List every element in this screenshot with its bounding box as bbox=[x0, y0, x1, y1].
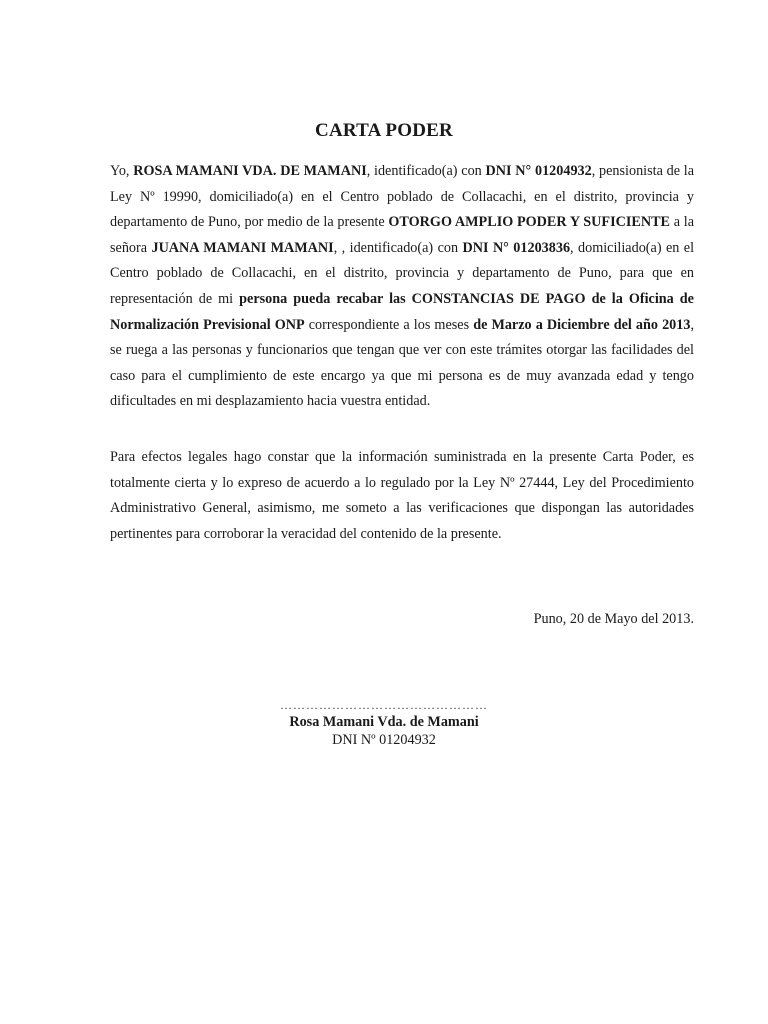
paragraph-grant-of-power bbox=[110, 159, 694, 415]
grantee-dni: DNI N° 01203836 bbox=[462, 239, 571, 256]
text-segment: , pensionista de la Ley Nº 19990, domiciliado(a) en el Centro poblado de Collacachi, en el distrito, provincia y departamento de Puno, por medio de la presente bbox=[110, 163, 695, 231]
paragraph-legal-declaration: Para efectos legales hago constar que la información suministrada en la presente Carta Poder, es totalmente cierta y lo expreso de acuerdo a lo regulado por la Ley Nº 27444, Ley del Procedimiento Administrativo General, asimismo, me someto a las verificaciones que dispongan las autoridades pertinentes para corroborar la veracidad del contenido de la presente. bbox=[110, 449, 694, 542]
text-segment: , , identificado(a) con bbox=[333, 239, 463, 256]
text-segment: a la señora bbox=[110, 214, 694, 256]
signatory-dni: DNI Nº 01204932 bbox=[332, 732, 436, 748]
signatory-name: Rosa Mamani Vda. de Mamani bbox=[289, 714, 479, 730]
text-segment: , domiciliado(a) en el Centro poblado de Collacachi, en el distrito, provincia y departamento de Puno, para que en representación de mi bbox=[110, 239, 695, 307]
grantor-dni: DNI N° 01204932 bbox=[485, 163, 592, 179]
text-segment: correspondiente a los meses bbox=[304, 316, 474, 333]
grantor-name: ROSA MAMANI VDA. DE MAMANI bbox=[133, 163, 367, 179]
grantee-name: JUANA MAMANI MAMANI bbox=[151, 239, 334, 256]
text-segment: , se ruega a las personas y funcionarios que tengan que ver con este trámites otorgar las facilidades del caso para el cumplimiento de este encargo ya que mi persona es de muy avanzada edad y tengo dificultades en mi desplazamiento hacia vuestra entidad. bbox=[110, 316, 694, 410]
document-title: CARTA PODER bbox=[315, 120, 453, 141]
text-segment: Yo, bbox=[110, 163, 134, 179]
text-segment: , identificado(a) con bbox=[366, 163, 486, 179]
date-line: Puno, 20 de Mayo del 2013. bbox=[533, 611, 694, 627]
period-clause: de Marzo a Diciembre del año 2013 bbox=[473, 316, 691, 333]
purpose-clause: persona pueda recabar las CONSTANCIAS DE PAGO de la Oficina de Normalización Previsional ONP bbox=[110, 290, 694, 333]
signature-line: ………………………………………… bbox=[280, 698, 488, 712]
grant-clause: OTORGO AMPLIO PODER Y SUFICIENTE bbox=[388, 214, 670, 231]
